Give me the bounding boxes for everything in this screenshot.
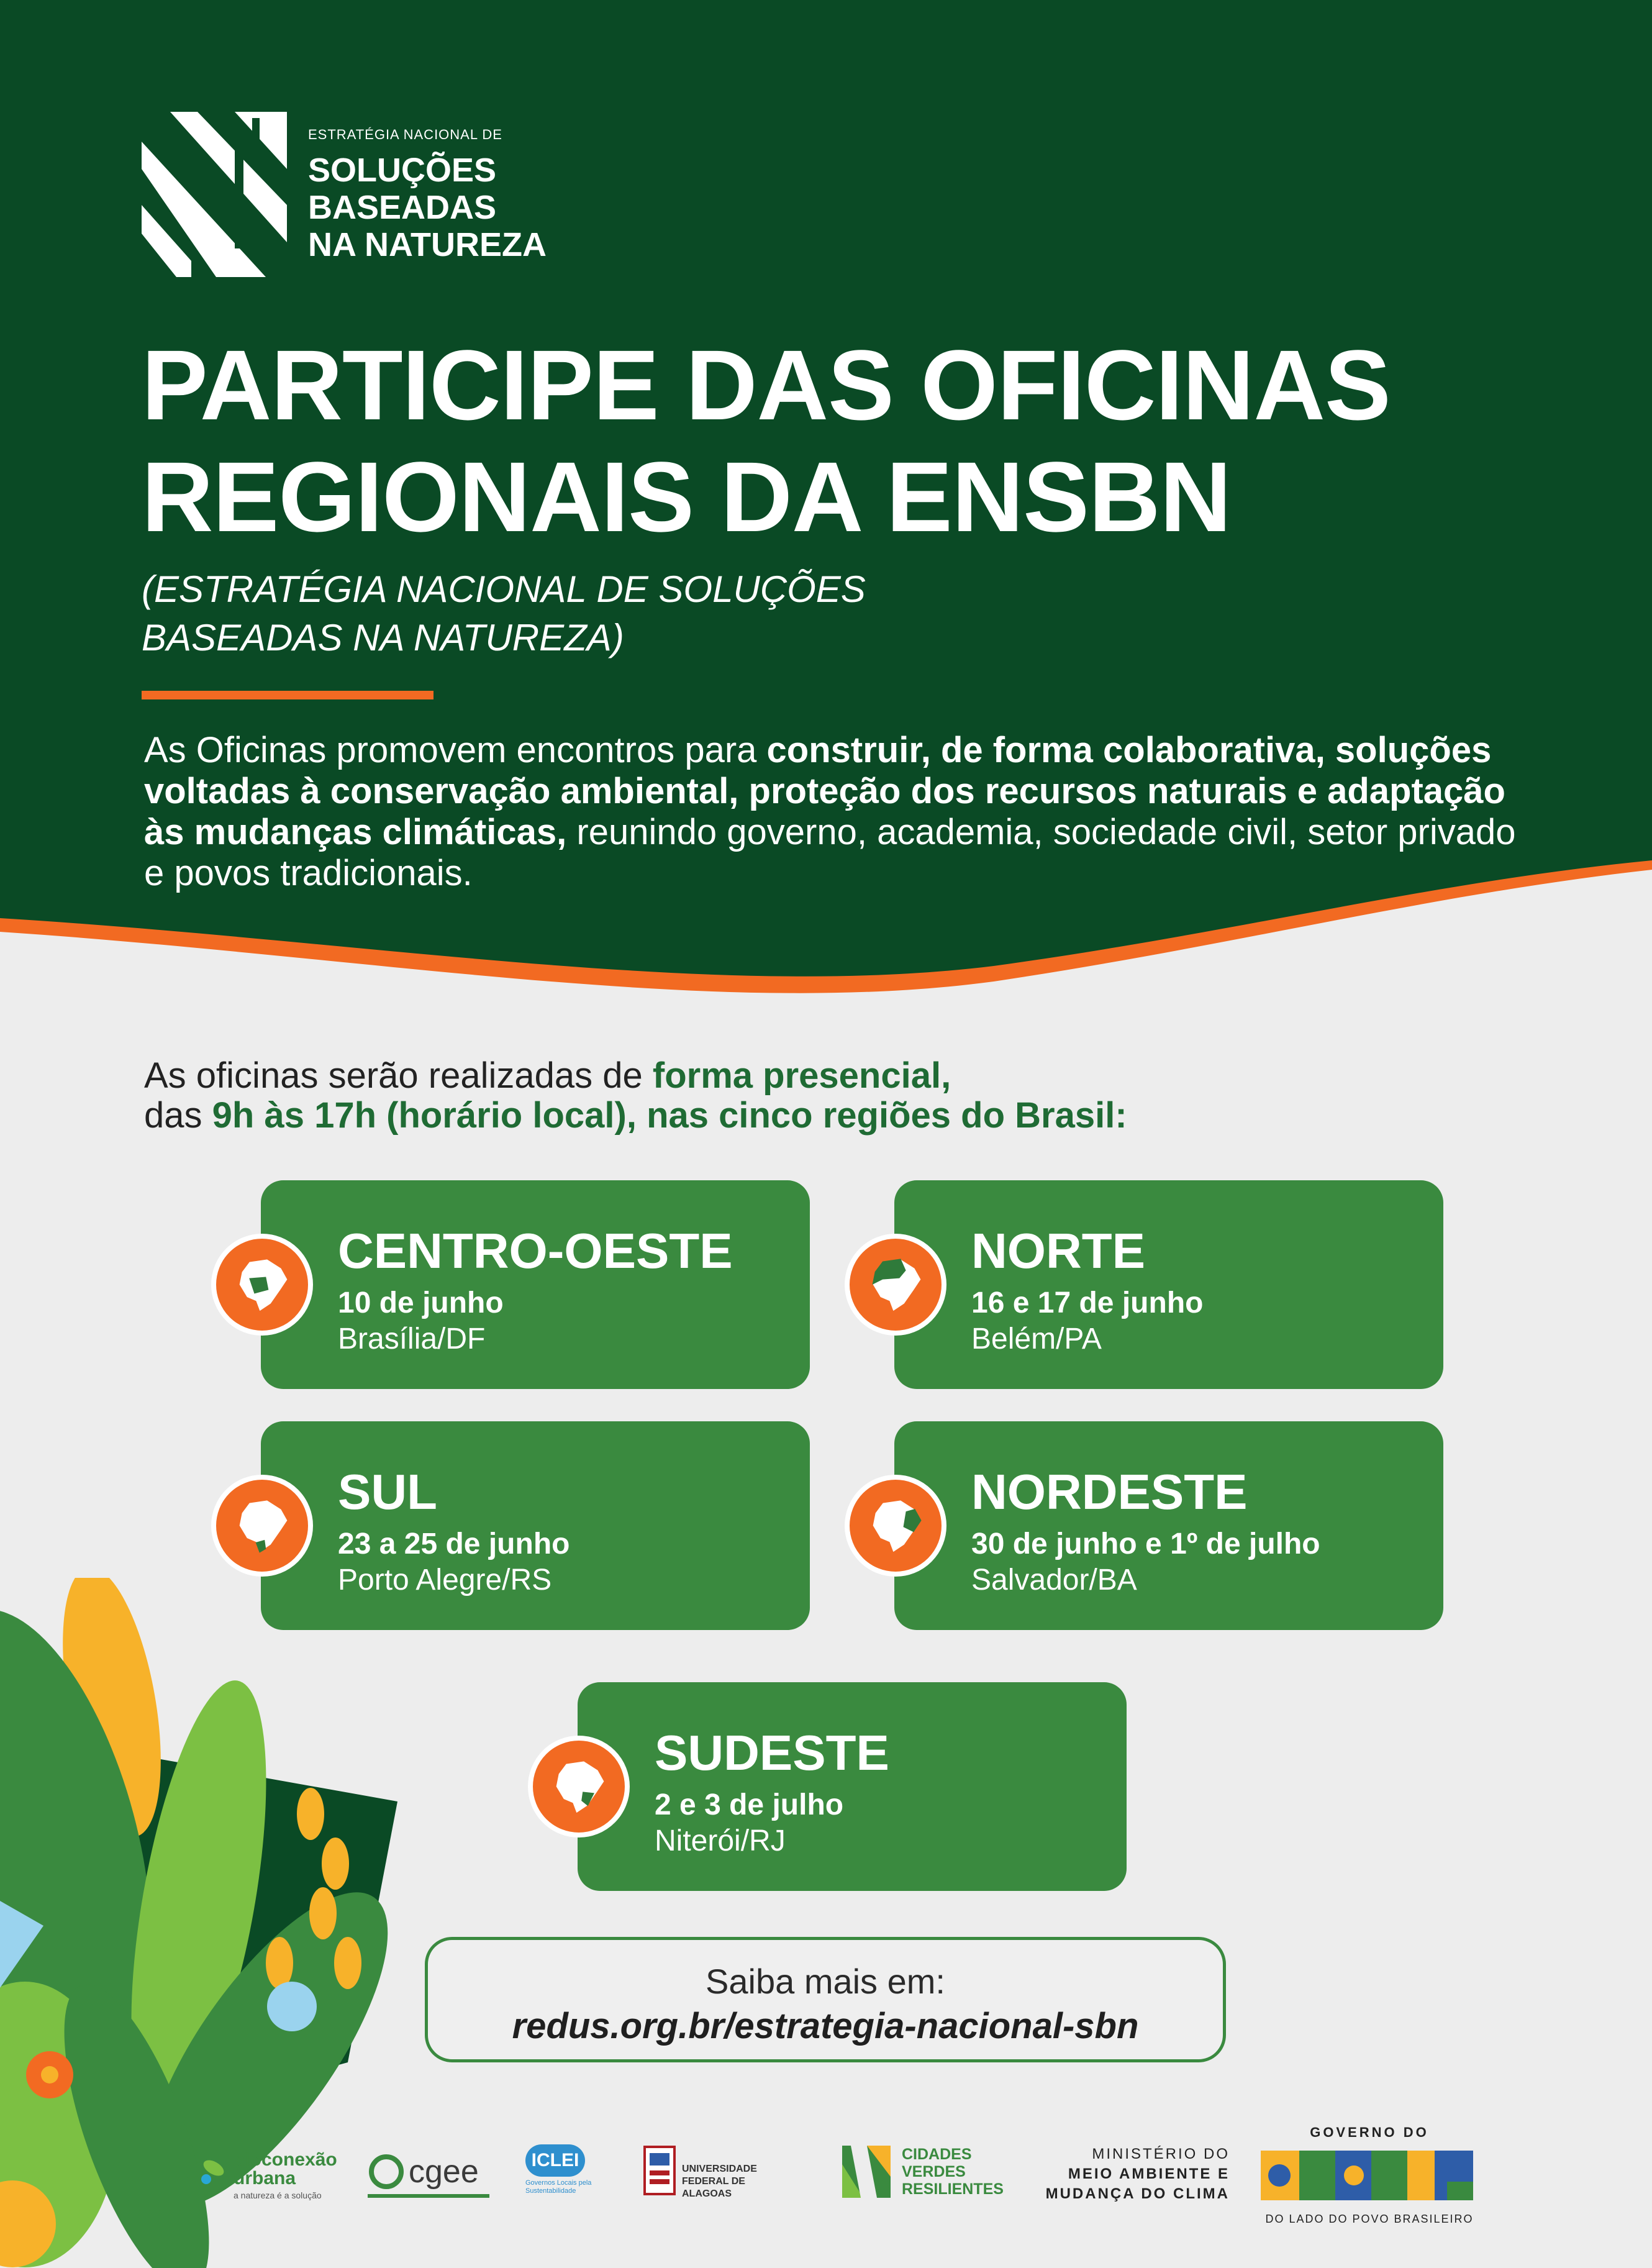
governo-top-text: GOVERNO DO	[1310, 2125, 1429, 2140]
map-icon	[845, 1234, 946, 1336]
logo-line-1: SOLUÇÕES	[308, 152, 497, 189]
more-info-label: Saiba mais em:	[706, 1962, 945, 2001]
ufal-line-1: UNIVERSIDADE	[682, 2164, 757, 2174]
ufal-logo	[642, 2144, 785, 2202]
title-line-1: PARTICIPE DAS OFICINAS	[142, 329, 1391, 440]
schedule-bold-2: 9h às 17h (horário local), nas cinco regiões do Brasil:	[212, 1095, 1127, 1136]
region-card-sudeste	[578, 1682, 1127, 1891]
logo-line-3: NA NATUREZA	[308, 226, 547, 263]
schedule-intro	[144, 1056, 1510, 1136]
cidades-mark-icon	[842, 2146, 891, 2198]
intro-text-1: As Oficinas promovem encontros para	[144, 730, 767, 770]
logo-line-2: BASEADAS	[308, 189, 497, 226]
region-date: 2 e 3 de julho	[655, 1788, 844, 1821]
iclei-name: ICLEI	[525, 2144, 585, 2177]
schedule-text-2: das	[144, 1095, 212, 1136]
ufal-shield-icon	[642, 2144, 677, 2197]
iclei-tagline: Governos Locais pela Sustentabilidade	[525, 2179, 592, 2195]
region-city: Belém/PA	[971, 1323, 1102, 1355]
cgee-logo	[368, 2151, 492, 2200]
bioconexao-line-2: urbana	[234, 2168, 296, 2188]
map-icon	[211, 1234, 313, 1336]
map-icon	[528, 1736, 630, 1838]
cidades-line-1: CIDADES	[902, 2146, 972, 2163]
region-date: 16 e 17 de junho	[971, 1287, 1204, 1319]
region-city: Niterói/RJ	[655, 1824, 786, 1857]
bioconexao-logo	[181, 2147, 343, 2203]
brasil-wordmark-icon	[1261, 2144, 1478, 2207]
cgee-circle-icon	[368, 2153, 405, 2190]
region-date: 30 de junho e 1º de julho	[971, 1528, 1320, 1560]
logo-small-text: ESTRATÉGIA NACIONAL DE	[308, 127, 502, 142]
cidades-line-3: RESILIENTES	[902, 2180, 1004, 2198]
intro-paragraph	[144, 730, 1541, 894]
cidades-verdes-logo	[842, 2143, 1004, 2205]
governo-bottom-text: DO LADO DO POVO BRASILEIRO	[1265, 2213, 1474, 2225]
ministerio-logo	[1031, 2144, 1230, 2207]
ministerio-line-1: MINISTÉRIO DO	[1092, 2146, 1230, 2162]
region-name: NORTE	[971, 1223, 1145, 1278]
schedule-text-1: As oficinas serão realizadas de	[144, 1055, 653, 1096]
bioconexao-tagline: a natureza é a solução	[234, 2190, 322, 2200]
ensbn-logo-icon	[142, 112, 287, 277]
divider	[142, 691, 433, 699]
region-card-centro-oeste	[261, 1180, 810, 1389]
region-name: NORDESTE	[971, 1464, 1248, 1519]
governo-brasil-logo	[1261, 2125, 1478, 2229]
region-date: 10 de junho	[338, 1287, 504, 1319]
leaf-icon	[181, 2152, 231, 2189]
map-icon	[845, 1475, 946, 1577]
title-line-2: REGIONAIS DA ENSBN	[142, 441, 1232, 552]
page-title	[142, 329, 1570, 553]
ministerio-line-3: MUDANÇA DO CLIMA	[1045, 2185, 1230, 2202]
region-city: Salvador/BA	[971, 1564, 1137, 1596]
ministerio-line-2: MEIO AMBIENTE E	[1068, 2166, 1230, 2182]
region-name: CENTRO-OESTE	[338, 1223, 733, 1278]
region-card-norte	[894, 1180, 1443, 1389]
region-name: SUL	[338, 1464, 437, 1519]
more-info-box	[425, 1937, 1226, 2062]
map-icon	[211, 1475, 313, 1577]
subtitle-line-1: (ESTRATÉGIA NACIONAL DE SOLUÇÕES	[142, 568, 866, 610]
region-city: Porto Alegre/RS	[338, 1564, 552, 1596]
region-city: Brasília/DF	[338, 1323, 486, 1355]
subtitle-line-2: BASEADAS NA NATUREZA)	[142, 617, 624, 658]
schedule-bold-1: forma presencial,	[652, 1055, 951, 1096]
cgee-name: cgee	[409, 2154, 479, 2190]
intro-bold-text: construir, de forma colaborativa, soluções voltadas à conservação ambiental, proteção dos recursos naturais e adaptação às mudanças climáticas,	[144, 730, 1505, 852]
more-info-link[interactable]: redus.org.br/estrategia-nacional-sbn	[512, 2006, 1139, 2046]
intro-text-2: reunindo governo, academia, sociedade civil, setor privado e povos tradicionais.	[144, 812, 1516, 893]
region-date: 23 a 25 de junho	[338, 1528, 570, 1560]
iclei-logo	[525, 2144, 606, 2200]
bioconexao-line-1: bioconexão	[234, 2149, 337, 2170]
cidades-line-2: VERDES	[902, 2163, 966, 2180]
subtitle	[142, 565, 1073, 662]
ensbn-logo	[142, 112, 576, 280]
region-name: SUDESTE	[655, 1725, 889, 1780]
region-card-nordeste	[894, 1421, 1443, 1630]
ufal-line-2: FEDERAL DE ALAGOAS	[682, 2176, 745, 2199]
